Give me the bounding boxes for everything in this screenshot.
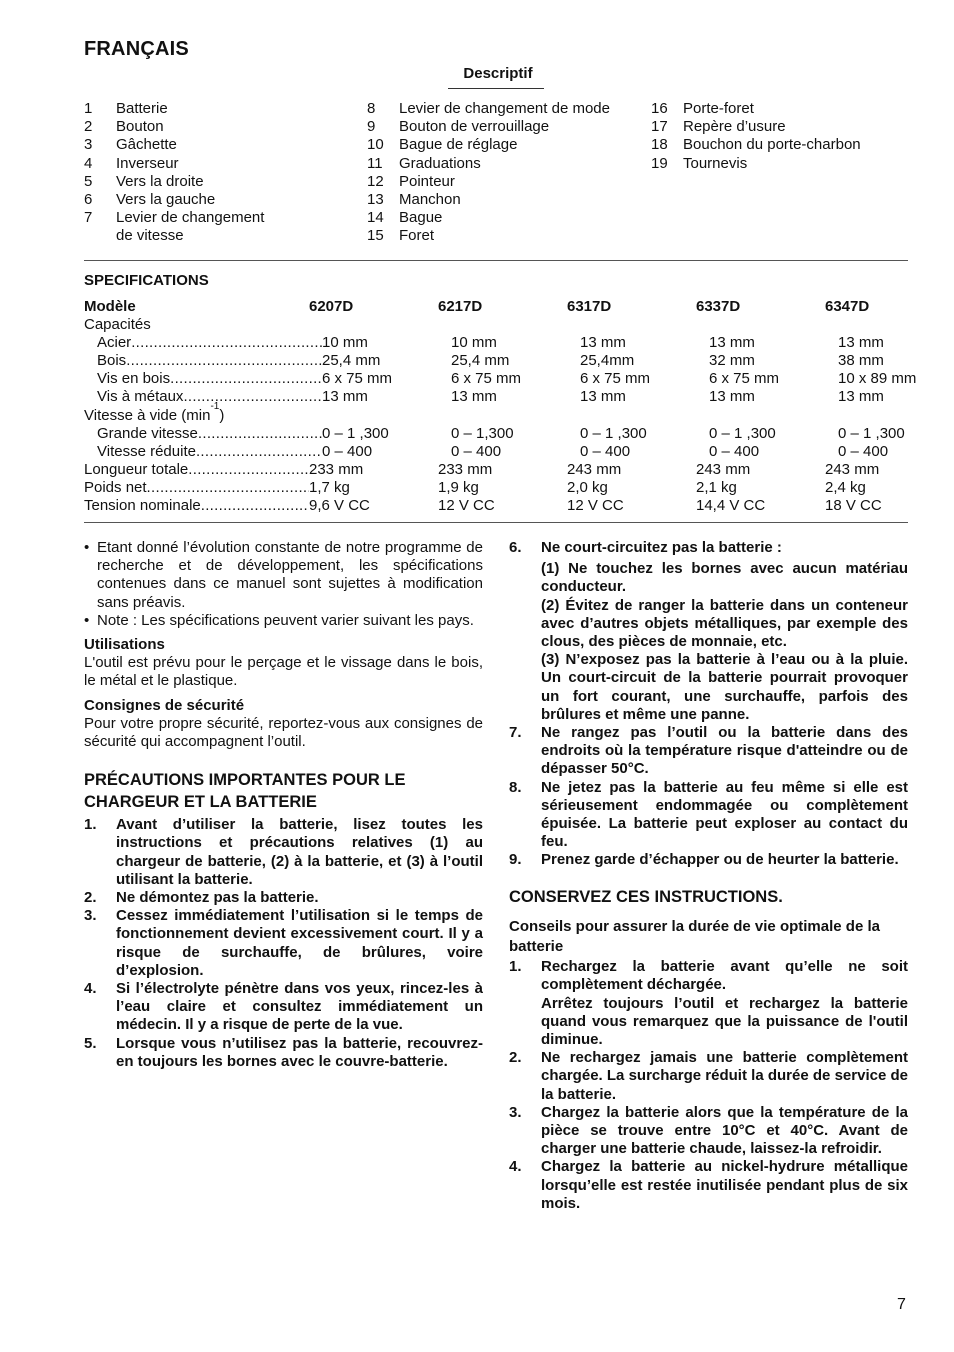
part-item: 8 Levier de changement de mode	[367, 100, 610, 117]
precaution-item: 7. Ne rangez pas l’outil ou la batterie dans des endroits où la température risque d'atteindre ou de dépasser 50°C.	[509, 724, 908, 778]
part-item: 6 Vers la gauche	[84, 191, 216, 209]
precaution-item: 6. Ne court-circuitez pas la batterie :	[509, 539, 782, 556]
left-column	[84, 539, 483, 1071]
precaution-item: 1. Avant d’utiliser la batterie, lisez toutes les instructions et précautions relatives (1) au chargeur de batterie, (2) à la batterie, et (3) à l’outil utilisant la batterie.	[84, 816, 483, 888]
tip-item: 2. Ne rechargez jamais une batterie complètement chargée. La surcharge réduit la durée de service de la batterie.	[509, 1049, 908, 1103]
part-item: 10 Bague de réglage	[367, 136, 518, 154]
spec-row: Vis à métaux ..... 13 mm 13 mm 13 mm 13 mm 13 mm	[84, 388, 954, 406]
sub-item: (3) N’exposez pas la batterie à l’eau ou à la pluie. Un court-circuit de la batterie pourrait provoquer un fort courant, une surchauffe, parfois des brûlures et même une panne.	[541, 651, 908, 723]
spec-header-row: Modèle 6207D 6217D 6317D 6337D 6347D	[84, 298, 870, 315]
spec-row: Tension nominale ..... 9,6 V CC 12 V CC 12 V CC 14,4 V CC 18 V CC	[84, 497, 954, 515]
spec-row: Grande vitesse ..... 0 – 1 ,300 0 – 1,300 0 – 1 ,300 0 – 1 ,300 0 – 1 ,300	[84, 425, 954, 443]
descriptif-title: Descriptif	[463, 65, 533, 82]
part-item: 15 Foret	[367, 227, 435, 245]
spec-row: Longueur totale ..... 233 mm 233 mm 243 mm 243 mm 243 mm	[84, 461, 954, 479]
part-item: 7 Levier de changement	[84, 209, 265, 227]
sub-item: (1) Ne touchez les bornes avec aucun matériau conducteur.	[541, 560, 908, 596]
precaution-item: 9. Prenez garde d’échapper ou de heurter la batterie.	[509, 851, 899, 869]
precautions-heading: PRÉCAUTIONS IMPORTANTES POUR LE CHARGEUR ET LA BATTERIE	[84, 771, 406, 811]
spec-row: Acier ..... 10 mm 10 mm 13 mm 13 mm 13 mm	[84, 334, 954, 352]
precaution-item: 4. Si l’électrolyte pénètre dans vos yeux, rincez-les à l’eau claire et consultez immédiatement un médecin. Il y a risque de perte de la vue.	[84, 980, 483, 1034]
precaution-item: 8. Ne jetez pas la batterie au feu même si elle est sérieusement endommagée ou complètement épuisée. La batterie peut exploser au contact du feu.	[509, 778, 908, 851]
utilisations-heading: Utilisations	[84, 636, 165, 654]
conservez-heading: CONSERVEZ CES INSTRUCTIONS.	[509, 887, 783, 906]
part-item: 18 Bouchon du porte-charbon	[651, 136, 861, 154]
right-column	[509, 539, 908, 1213]
utilisations-text: L'outil est prévu pour le perçage et le vissage dans le bois, le métal et le plastique.	[84, 654, 483, 690]
part-item: 11 Graduations	[367, 154, 481, 172]
sub-item: (2) Évitez de ranger la batterie dans un conteneur avec d’autres objets métalliques, par exemple des clous, des pièces de monnaie, etc.	[541, 596, 908, 651]
specifications-table	[84, 298, 954, 515]
divider	[84, 260, 908, 261]
specifications-title: SPECIFICATIONS	[84, 272, 209, 289]
divider	[84, 522, 908, 523]
part-item: 14 Bague	[367, 209, 443, 227]
precaution-item: 5. Lorsque vous n’utilisez pas la batterie, recouvrez-en toujours les bornes avec le couvre-batterie.	[84, 1034, 483, 1070]
spec-row: Vis en bois ..... 6 x 75 mm 6 x 75 mm 6 x 75 mm 6 x 75 mm 10 x 89 mm	[84, 370, 954, 388]
part-item: 9 Bouton de verrouillage	[367, 118, 550, 136]
tip-item: 3. Chargez la batterie alors que la température de la pièce se trouve entre 10°C et 40°C. Avant de charger une batterie chaude, laissez-la refroidir.	[509, 1103, 908, 1158]
spec-row: Bois ..... 25,4 mm 25,4 mm 25,4mm 32 mm 38 mm	[84, 352, 954, 370]
part-item: de vitesse	[116, 227, 184, 245]
part-item: 1 Batterie	[84, 100, 168, 117]
part-item: 17 Repère d’usure	[651, 118, 786, 136]
page-number: 7	[897, 1296, 906, 1313]
precaution-item: 2. Ne démontez pas la batterie.	[84, 889, 319, 907]
spec-group-label: Capacités	[84, 316, 151, 334]
consignes-heading: Consignes de sécurité	[84, 696, 245, 714]
bullet-item: • Etant donné l’évolution constante de notre programme de recherche et de développement, les spécifications contenues dans ce manuel sont sujettes à modification sans préavis.	[84, 539, 483, 611]
conseils-heading: Conseils pour assurer la durée de vie optimale de la batterie	[509, 918, 880, 955]
parts-list-col-1	[84, 100, 264, 246]
title-underline	[448, 88, 544, 89]
part-item: 3 Gâchette	[84, 136, 177, 154]
language-heading: FRANÇAIS	[84, 38, 189, 60]
tip-item: 1. Rechargez la batterie avant qu’elle ne soit complètement déchargée. Arrêtez toujours l’outil et rechargez la batterie quand vous remarquez que la puissance de l'outil diminue.	[509, 958, 908, 1048]
parts-list-col-2	[367, 100, 610, 246]
part-item: 4 Inverseur	[84, 154, 179, 172]
bullet-item: • Note : Les spécifications peuvent varier suivant les pays.	[84, 611, 474, 629]
part-item: 16 Porte-foret	[651, 100, 754, 117]
part-item: 12 Pointeur	[367, 172, 455, 190]
sub-items	[509, 560, 908, 724]
part-item: 5 Vers la droite	[84, 172, 204, 190]
spec-row: Poids net ..... 1,7 kg 1,9 kg 2,0 kg 2,1 kg 2,4 kg	[84, 479, 954, 497]
parts-list-col-3	[651, 100, 861, 173]
part-item: 19 Tournevis	[651, 154, 748, 172]
spec-group-label: Vitesse à vide (min -1 )	[84, 400, 225, 424]
part-item: 2 Bouton	[84, 118, 164, 136]
precaution-item: 3. Cessez immédiatement l’utilisation si le temps de fonctionnement devient excessivement court. Il y a risque de surchauffe, de brûlures, voire d’explosion.	[84, 907, 483, 979]
consignes-text: Pour votre propre sécurité, reportez-vous aux consignes de sécurité qui accompagnent l’outil.	[84, 714, 483, 751]
spec-row: Vitesse réduite ..... 0 – 400 0 – 400 0 – 400 0 – 400 0 – 400	[84, 443, 954, 461]
part-item: 13 Manchon	[367, 191, 461, 209]
tip-item: 4. Chargez la batterie au nickel-hydrure métallique lorsqu’elle est restée inutilisée pendant plus de six mois.	[509, 1158, 908, 1212]
